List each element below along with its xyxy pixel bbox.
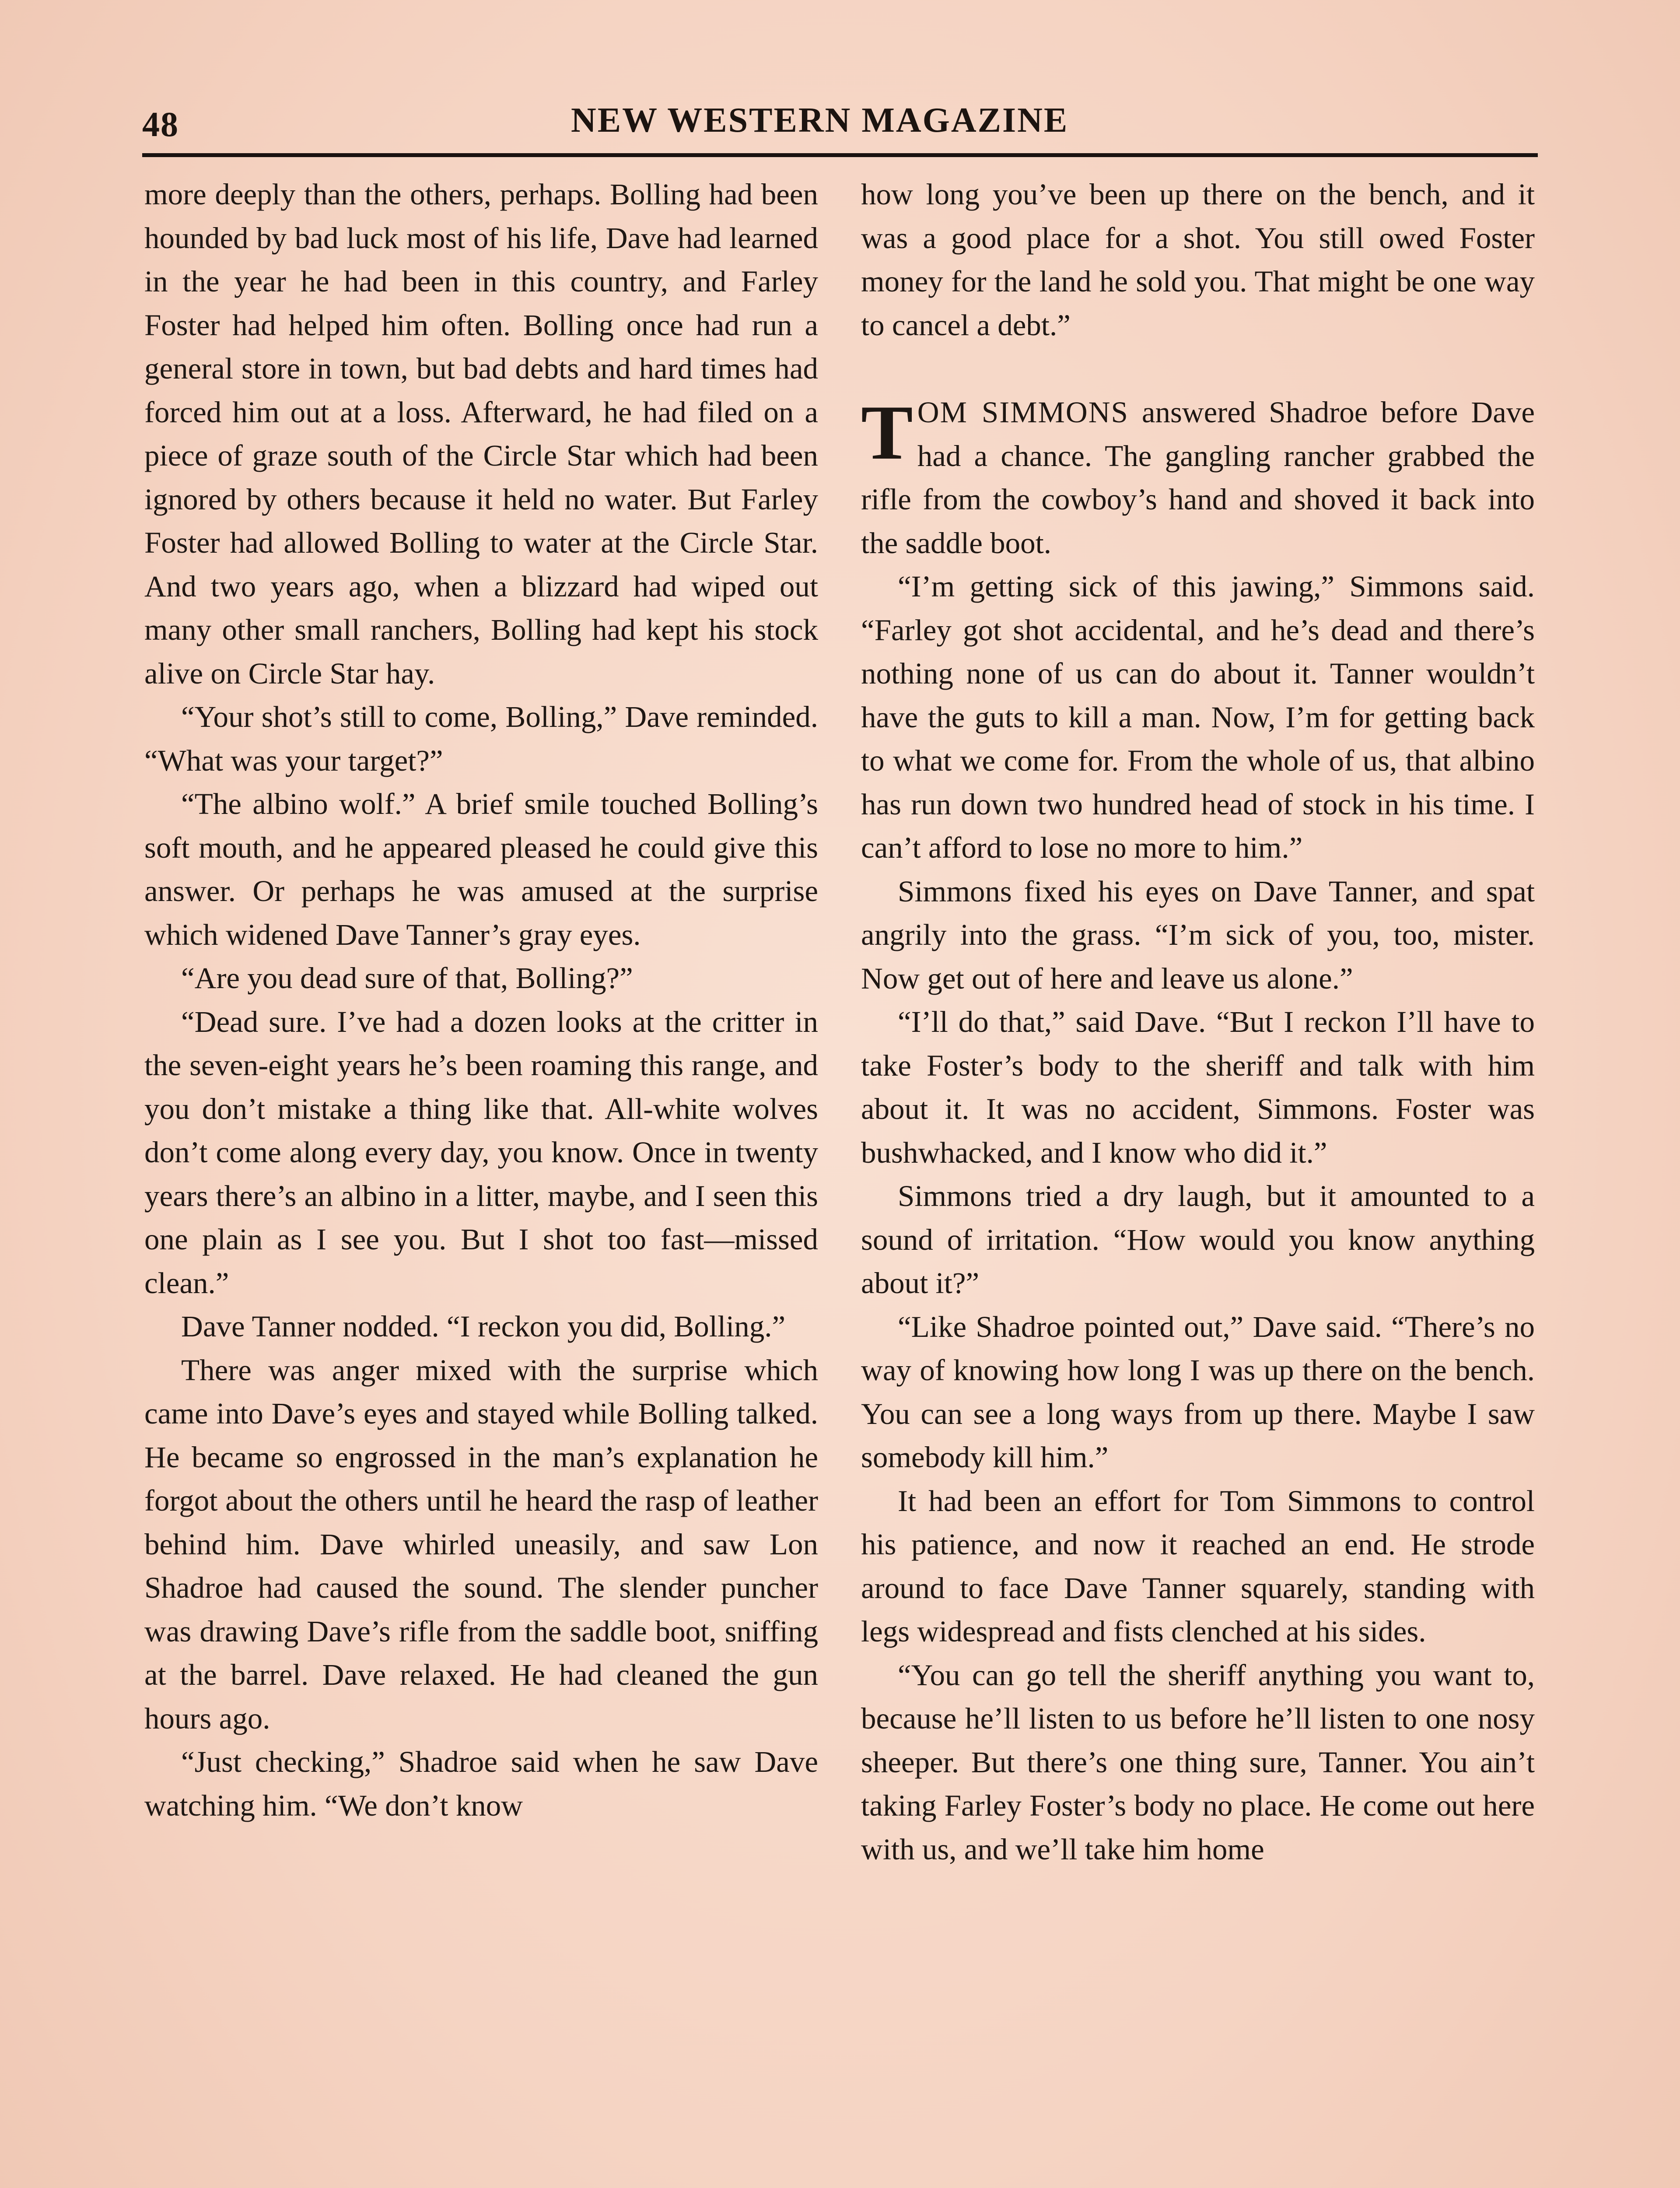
paragraph: “The albino wolf.” A brief smile touched Bolling’s soft mouth, and he appeared pleased he could give this answer. Or perhaps he was amused at the surprise which widened Dave Tanner’s gray eyes. [144, 787, 818, 951]
paragraph: “Like Shadroe pointed out,” Dave said. “There’s no way of knowing how long I was up there on the bench. You can see a long ways from up there. Maybe I saw somebody kill him.” [861, 1310, 1535, 1474]
section-lead-text: answered Shadroe before Dave had a chance. The gangling rancher grabbed the rifle from the cowboy’s hand and shoved it back into the saddle boot. [861, 396, 1535, 560]
running-title: NEW WESTERN MAGAZINE [571, 101, 1069, 140]
drop-cap: T [861, 389, 913, 476]
paragraph: “I’ll do that,” said Dave. “But I reckon I’ll have to take Foster’s body to the sheriff and talk with him about it. It was no accident, Simmons. Foster was bushwhacked, and I know who did it.” [861, 1005, 1535, 1169]
paragraph: “You can go tell the sheriff anything you want to, because he’ll listen to us before he’ll listen to one nosy sheeper. But there’s one thing sure, Tanner. You ain’t taking Farley Foster’s body no place. He come out here with us, and we’ll take him home [861, 1658, 1535, 1866]
section-lead-caps: OM SIMMONS [917, 396, 1129, 429]
right-column [861, 173, 1535, 1871]
paragraph: “Just checking,” Shadroe said when he saw Dave watching him. “We don’t know [144, 1745, 818, 1822]
paragraph: how long you’ve been up there on the bench, and it was a good place for a shot. You still owed Foster money for the land he sold you. That might be one way to cancel a debt.” [861, 178, 1535, 342]
paragraph: “Are you dead sure of that, Bolling?” [181, 961, 633, 995]
paragraph: There was anger mixed with the surprise which came into Dave’s eyes and stayed while Bolling talked. He became so engrossed in the man’s explanation he forgot about the others until he heard the rasp of leather behind him. Dave whirled uneasily, and saw Lon Shadroe had caused the sound. The slender puncher was drawing Dave’s rifle from the saddle boot, sniffing at the barrel. Dave relaxed. He had cleaned the gun hours ago. [144, 1353, 818, 1735]
paragraph: “I’m getting sick of this jawing,” Simmons said. “Farley got shot accidental, and he’s dead and there’s nothing none of us can do about it. Tanner wouldn’t have the guts to kill a man. Now, I’m for getting back to what we come for. From the whole of us, that albino has run down two hundred head of stock in his time. I can’t afford to lose no more to him.” [861, 570, 1535, 864]
section-opening-paragraph [861, 391, 1535, 565]
paragraph: Simmons tried a dry laugh, but it amounted to a sound of irritation. “How would you know anything about it?” [861, 1179, 1535, 1300]
paragraph: “Your shot’s still to come, Bolling,” Dave reminded. “What was your target?” [144, 700, 818, 777]
paragraph: Dave Tanner nodded. “I reckon you did, Bolling.” [181, 1310, 786, 1343]
header-rule [142, 153, 1538, 157]
paragraph: Simmons fixed his eyes on Dave Tanner, and spat angrily into the grass. “I’m sick of you, too, mister. Now get out of here and leave us alone.” [861, 874, 1535, 995]
left-column [144, 173, 818, 1827]
paragraph: more deeply than the others, perhaps. Bolling had been hounded by bad luck most of his life, Dave had learned in the year he had been in this country, and Farley Foster had helped him often. Bolling once had run a general store in town, but bad debts and hard times had forced him out at a loss. Afterward, he had filed on a piece of graze south of the Circle Star which had been ignored by others because it held no water. But Farley Foster had allowed Bolling to water at the Circle Star. And two years ago, when a blizzard had wiped out many other small ranchers, Bolling had kept his stock alive on Circle Star hay. [144, 178, 818, 690]
paragraph: “Dead sure. I’ve had a dozen looks at the critter in the seven-eight years he’s been roaming this range, and you don’t mistake a thing like that. All-white wolves don’t come along every day, you know. Once in twenty years there’s an albino in a litter, maybe, and I seen this one plain as I see you. But I shot too fast—missed clean.” [144, 1005, 818, 1300]
page-header [142, 101, 1538, 153]
page-number: 48 [142, 105, 179, 144]
paragraph: It had been an effort for Tom Simmons to control his patience, and now it reached an end. He strode around to face Dave Tanner squarely, standing with legs widespread and fists clenched at his sides. [861, 1484, 1535, 1648]
